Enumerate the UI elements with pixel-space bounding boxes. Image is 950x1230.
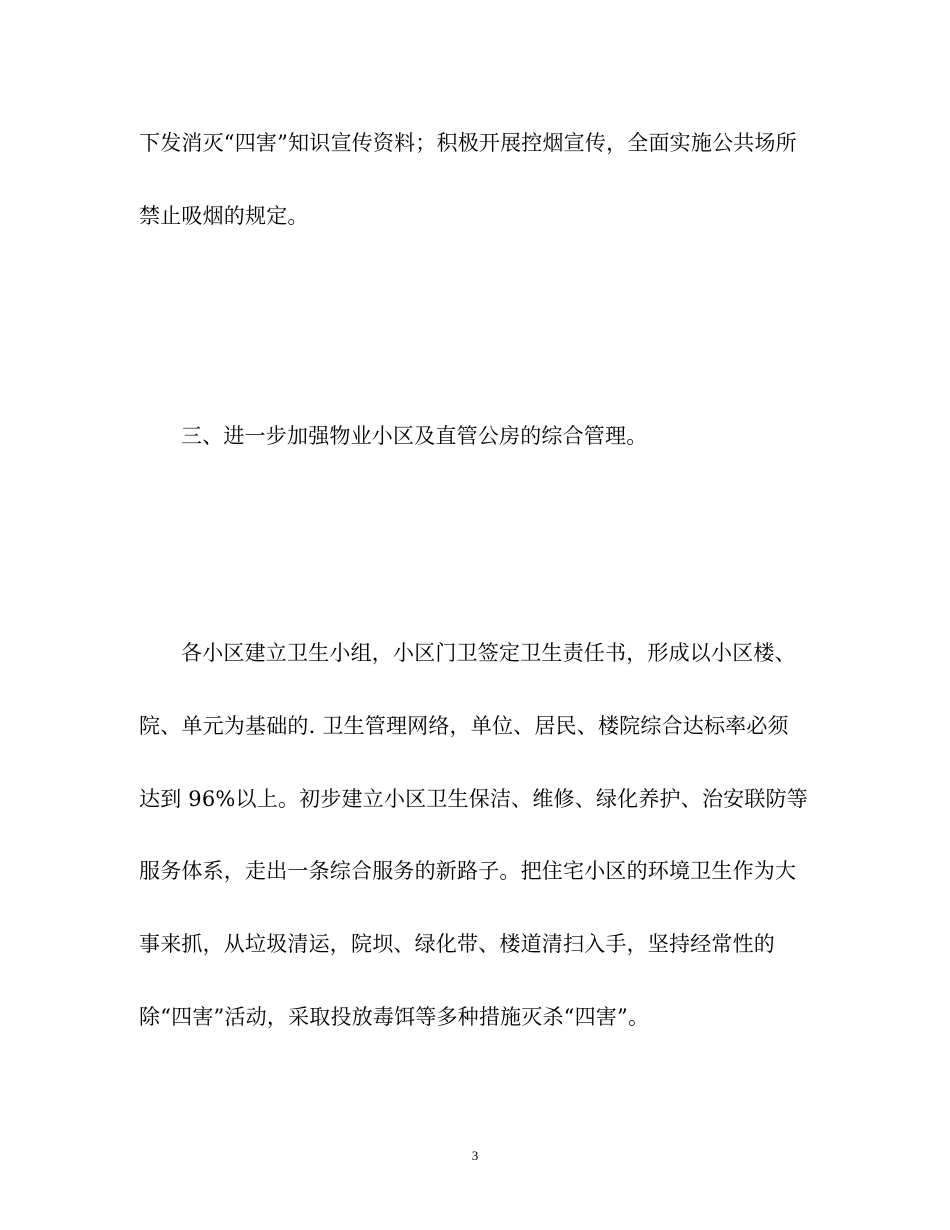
paragraph-line: 禁止吸烟的规定。 <box>139 204 309 228</box>
paragraph-line: 服务体系，走出一条综合服务的新路子。把住宅小区的环境卫生作为大 <box>139 859 797 883</box>
paragraph-line: 下发消灭“四害”知识宣传资料；积极开展控烟宣传，全面实施公共场所 <box>139 131 797 155</box>
paragraph-line: 除“四害”活动，采取投放毒饵等多种措施灭杀“四害”。 <box>139 1005 650 1029</box>
section-heading: 三、进一步加强物业小区及直管公房的综合管理。 <box>181 424 648 448</box>
paragraph-line: 事来抓，从垃圾清运，院坝、绿化带、楼道清扫入手，坚持经常性的 <box>139 932 775 956</box>
page-number: 3 <box>471 1148 479 1163</box>
paragraph-line: 院、单元为基础的. 卫生管理网络，单位、居民、楼院综合达标率必须 <box>139 714 789 738</box>
paragraph-line: 各小区建立卫生小组，小区门卫签定卫生责任书，形成以小区楼、 <box>181 641 796 665</box>
paragraph-line: 达到 96%以上。初步建立小区卫生保洁、维修、绿化养护、治安联防等 <box>139 787 808 811</box>
